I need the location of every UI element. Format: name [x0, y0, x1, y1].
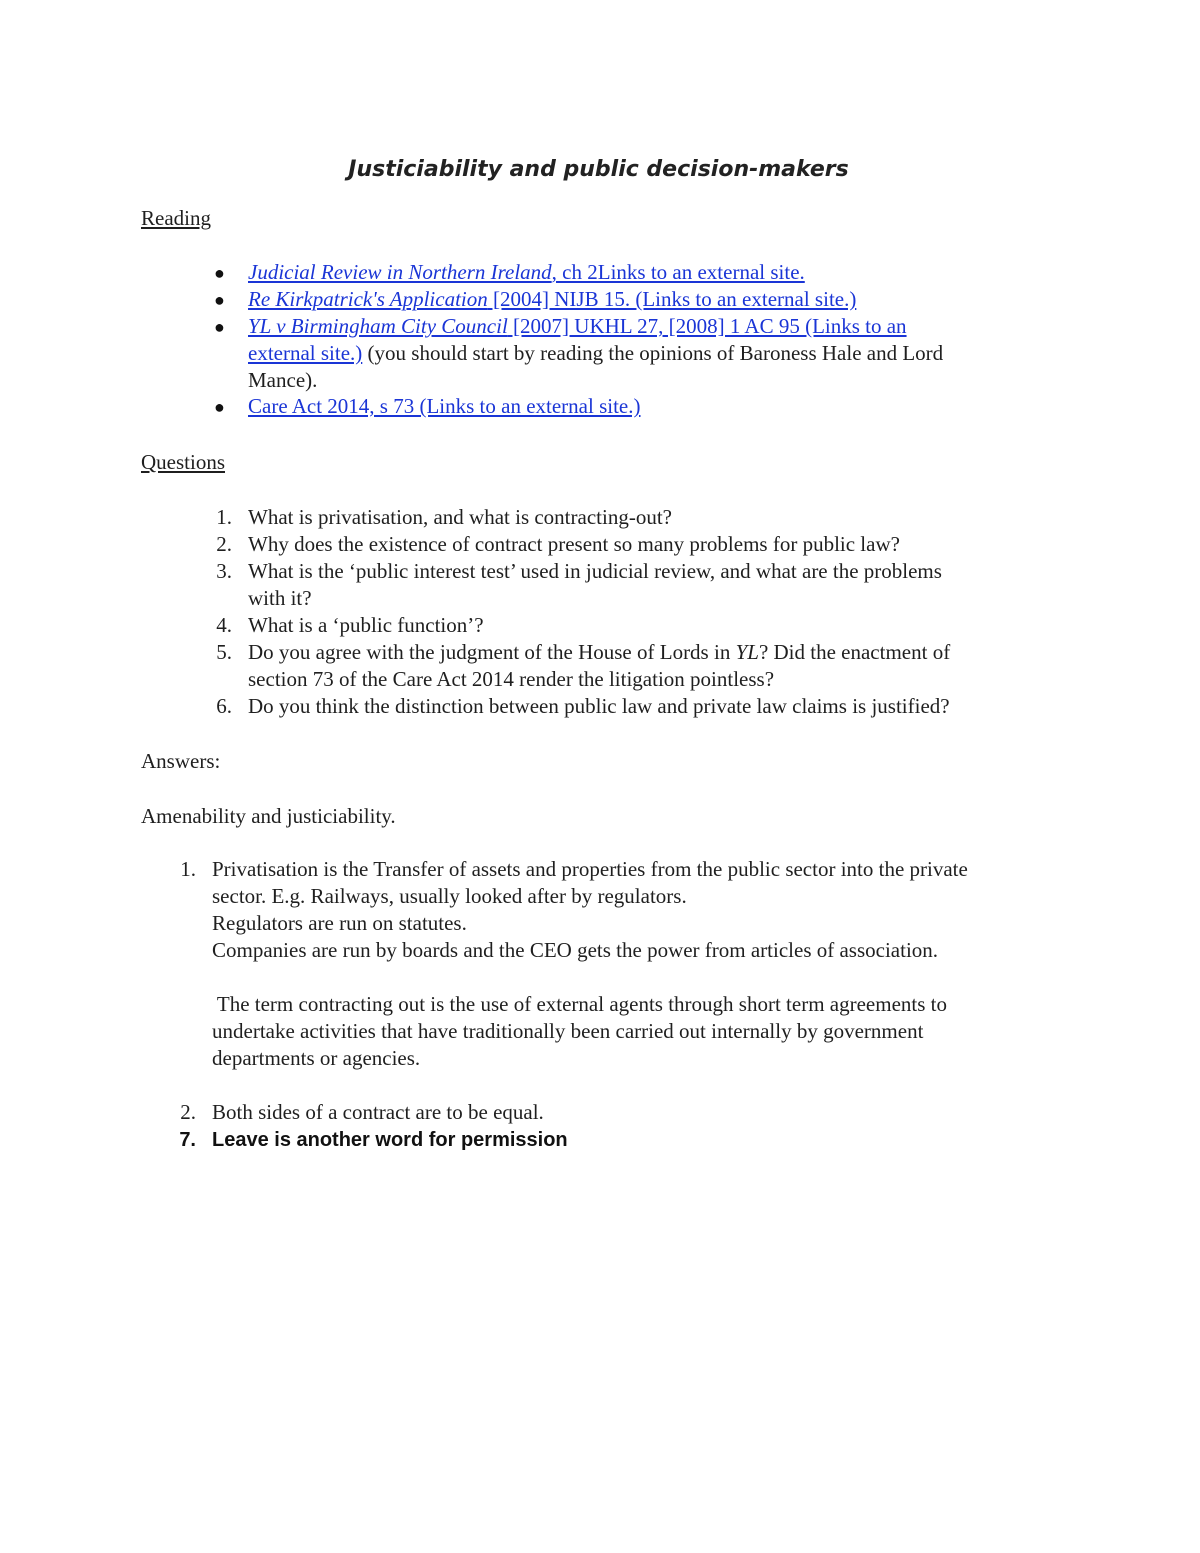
- reading-link-yl-cont[interactable]: external site.): [248, 341, 363, 365]
- document-page: Justiciability and public decision-makers Reading ● Judicial Review in Northern Ireland, ch 2Links to an external site. ● Re Kirkpatrick's Application [2004] NIJB 15. (Links to an external site.) ● YL v Birmingham City Council [2007] UKHL 27, [2008] 1 AC 95 (Links to an external site.) (you should start by reading the opinions of Baroness Hale and Lord Mance). ● Care Act 2014, s 73 (Links to an external site.) Questions 1. What is privatisation, and what is contracting-out? 2. Why does the existence of contract present so many problems for public law? 3. What is the ‘public interest test’ used in judicial review, and what are the problems with it? 4. What is a ‘public function’? 5. Do you agree with the judgment of the House of Lords in YL? Did the enactment of section 73 of the Care Act 2014 render the litigation pointless? 6. Do you think the distinction between public law and private law claims is justified? Answers: Amenability and justiciability. 1. Privatisation is the Transfer of assets and properties from the public sector into the private sector. E.g. Railways, usually looked after by regulators. Regulators are run on statutes. Companies are run by boards and the CEO gets the power from articles of association. The term contracting out is the use of external agents through short term agreements to undertake activities that have traditionally been carried out internally by government departments or agencies. 2. Both sides of a contract are to be equal. 7. Leave is another word for permission: [0, 0, 1200, 1553]
- reading-note: (you should start by reading the opinions of Baroness Hale and Lord: [362, 341, 944, 365]
- answers-subheading: Amenability and justiciability.: [141, 804, 396, 828]
- bullet-icon: ●: [214, 397, 225, 417]
- reading-heading: Reading: [141, 206, 211, 230]
- answers-heading: Answers:: [141, 749, 221, 773]
- reading-link-kirkpatrick[interactable]: Re Kirkpatrick's Application [2004] NIJB 15. (Links to an external site.): [248, 287, 857, 311]
- reading-link-care-act[interactable]: Care Act 2014, s 73 (Links to an external site.): [248, 394, 641, 418]
- document-title: Justiciability and public decision-makers: [348, 157, 849, 182]
- reading-link-yl[interactable]: YL v Birmingham City Council [2007] UKHL 27, [2008] 1 AC 95 (Links to an: [248, 314, 907, 338]
- reading-link-judicial-review[interactable]: Judicial Review in Northern Ireland, ch 2Links to an external site.: [248, 260, 805, 284]
- bullet-icon: ●: [214, 317, 225, 337]
- reading-note-cont: Mance).: [248, 368, 318, 392]
- bullet-icon: ●: [214, 290, 225, 310]
- bullet-icon: ●: [214, 263, 225, 283]
- questions-heading: Questions: [141, 450, 225, 474]
